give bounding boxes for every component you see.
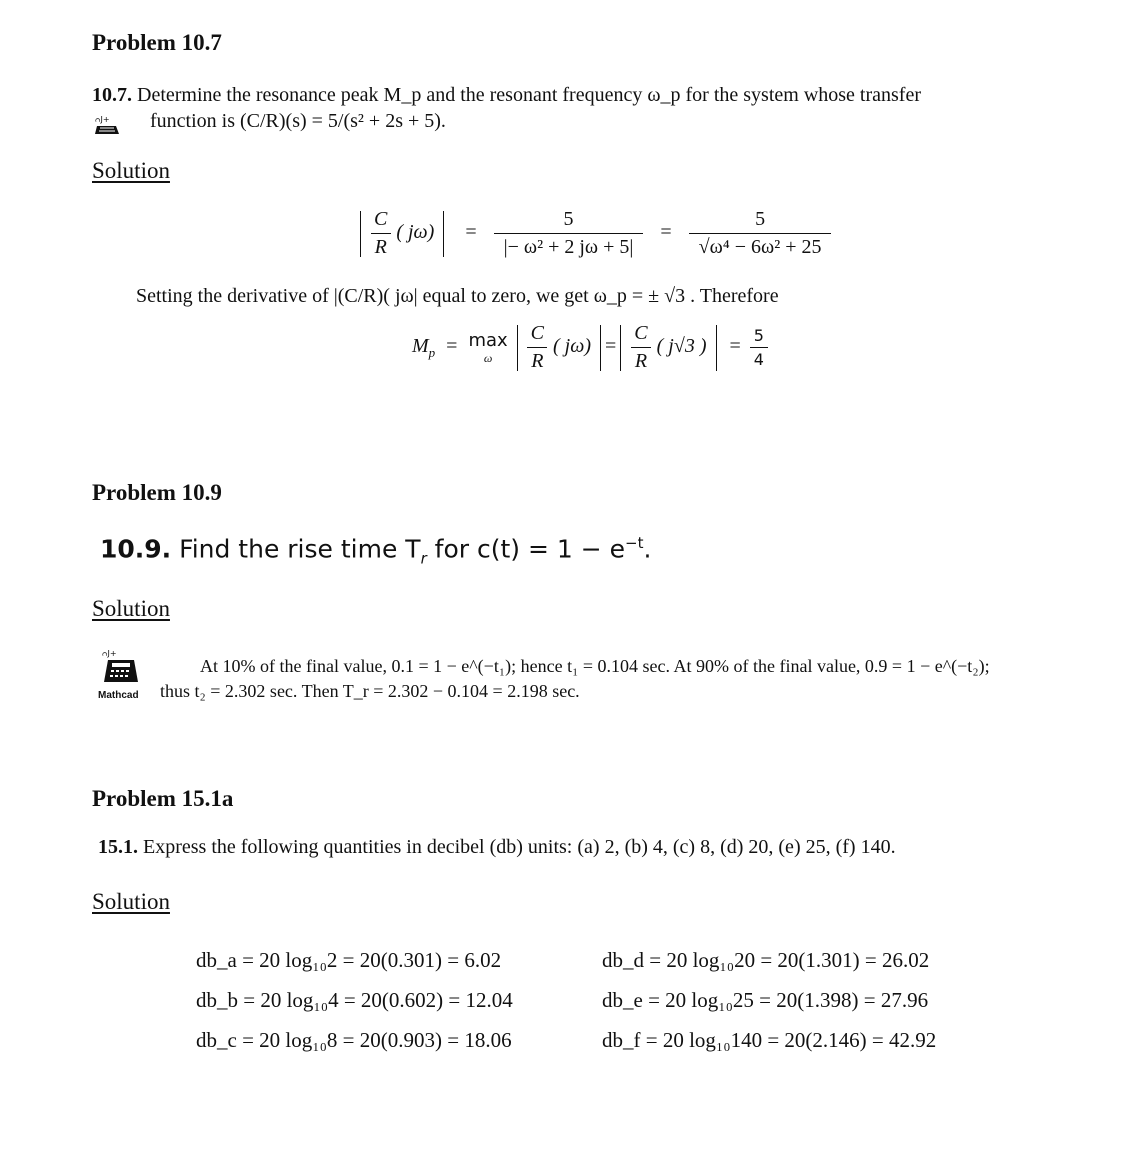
svg-text:ᴒJ+: ᴒJ+	[95, 115, 110, 124]
jw-argument: ( jω)	[396, 221, 435, 244]
problem-10-7-solution-label: Solution	[92, 158, 170, 183]
problem-10-9-solution-line1: At 10% of the final value, 0.1 = 1 − e^(−t₁); hence t₁ = 0.104 sec. At 90% of the final value, 0.9 = 1 − e^(−t₂);	[200, 656, 990, 676]
c-over-r-fraction-3: $\frac{C}{R}$	[630, 322, 651, 373]
problem-10-7-heading: Problem 10.7	[92, 30, 222, 55]
problem-10-9-statement: 10.9. Find the rise time $T_r$ for $c(t) = 1 - e^{-t}$.	[100, 534, 652, 568]
db-equation-b: db_b = 20 log₁₀4 = 20(0.602) = 12.04	[196, 988, 513, 1012]
problem-15-1-statement: 15.1. Express the following quantities in decibel (db) units: (a) 2, (b) 4, (c) 8, (d) 20, (e) 25, (f) 140.	[98, 836, 896, 858]
abs-bar	[620, 325, 621, 371]
problem-15-1-number: 15.1.	[98, 836, 138, 858]
problem-10-9-solution-line2: thus t₂ = 2.302 sec. Then T_r = 2.302 − 0.104 = 2.198 sec.	[160, 681, 580, 701]
abs-bar	[517, 325, 518, 371]
equation-transfer-magnitude: $\frac{C}{R}$ ( jω) = $\frac{5}{\text{|− ω² + 2 jω + 5|}}$ = $\frac{5}{\text{√ω⁴ − 6ω² + 25}}$	[356, 208, 831, 259]
problem-10-7-statement	[92, 84, 921, 107]
abs-bar	[716, 325, 717, 371]
db-equation-e: db_e = 20 log₁₀25 = 20(1.398) = 27.96	[602, 988, 929, 1012]
problem-15-1a-solution-label: Solution	[92, 889, 170, 914]
problem-10-7-statement-line2: function is (C/R)(s) = 5/(s² + 2s + 5).	[150, 110, 446, 132]
right-fraction: $\frac{5}{\text{√ω⁴ − 6ω² + 25}}$	[689, 208, 832, 259]
problem-10-9-heading: Problem 10.9	[92, 480, 222, 505]
computer-program-icon	[94, 114, 122, 141]
svg-text:ᴒJ+: ᴒJ+	[102, 649, 117, 658]
problem-10-7-number: 10.7.	[92, 84, 132, 106]
max-operator: max ω	[468, 329, 508, 365]
db-equation-c: db_c = 20 log₁₀8 = 20(0.903) = 18.06	[196, 1028, 512, 1052]
db-equations-left	[196, 940, 513, 1060]
db-equation-a: db_a = 20 log₁₀2 = 20(0.301) = 6.02	[196, 948, 502, 972]
five-over-four: $\frac{5}{4}$	[750, 326, 768, 369]
mathcad-label: Mathcad	[98, 690, 139, 701]
db-equation-d: db_d = 20 log₁₀20 = 20(1.301) = 26.02	[602, 948, 930, 972]
db-equations-right	[602, 940, 936, 1060]
abs-bar	[360, 211, 361, 257]
db-equation-f: db_f = 20 log₁₀140 = 20(2.146) = 42.92	[602, 1028, 937, 1052]
equation-resonance-peak: $M_p$ = max ω $\frac{C}{R}$ ( jω) = $\frac{C}{R}$ ( j√3 ) = $\frac{5}{4}$	[412, 322, 768, 373]
middle-fraction: $\frac{5}{\text{|− ω² + 2 jω + 5|}}$	[494, 208, 644, 259]
problem-10-7-statement-line1: Determine the resonance peak M_p and the resonant frequency ω_p for the system whose transfer	[137, 84, 921, 106]
problem-10-9-number: 10.9.	[100, 534, 172, 564]
mathcad-calculator-icon	[100, 648, 140, 689]
c-over-r-fraction-2: $\frac{C}{R}$	[527, 322, 548, 373]
c-over-r-fraction: $\frac{C}{R}$	[370, 208, 391, 259]
problem-10-9-solution-label: Solution	[92, 596, 170, 621]
problem-15-1a-heading: Problem 15.1a	[92, 786, 234, 811]
abs-bar	[443, 211, 444, 257]
setting-derivative-text: Setting the derivative of |(C/R)( jω| equal to zero, we get ω_p = ± √3 . Therefore	[136, 285, 779, 307]
abs-bar	[600, 325, 601, 371]
